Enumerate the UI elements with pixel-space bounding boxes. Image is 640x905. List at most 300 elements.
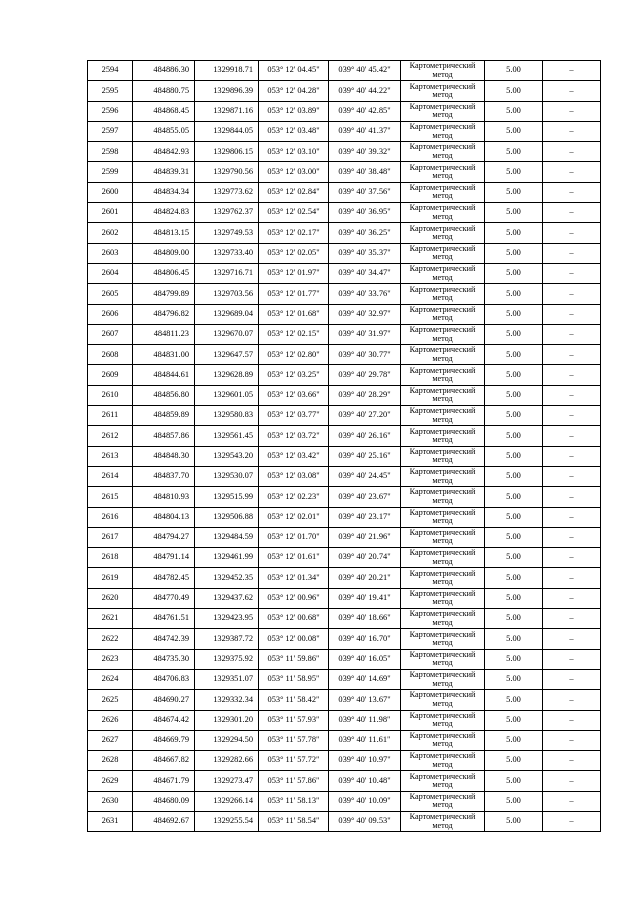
latitude-cell: 053° 11' 59.86" bbox=[259, 649, 329, 669]
latitude-cell: 053° 12' 02.17" bbox=[259, 223, 329, 243]
x-coordinate-cell: 484690.27 bbox=[133, 690, 195, 710]
method-cell: Картометрический метод bbox=[401, 203, 485, 223]
method-cell: Картометрический метод bbox=[401, 324, 485, 344]
accuracy-cell: 5.00 bbox=[485, 487, 543, 507]
accuracy-cell: 5.00 bbox=[485, 324, 543, 344]
y-coordinate-cell: 1329918.71 bbox=[195, 61, 259, 81]
point-number-cell: 2610 bbox=[88, 385, 133, 405]
table-row bbox=[88, 385, 601, 405]
note-cell: – bbox=[543, 487, 601, 507]
point-number-cell: 2598 bbox=[88, 142, 133, 162]
x-coordinate-cell: 484857.86 bbox=[133, 426, 195, 446]
y-coordinate-cell: 1329515.99 bbox=[195, 487, 259, 507]
point-number-cell: 2621 bbox=[88, 609, 133, 629]
accuracy-cell: 5.00 bbox=[485, 101, 543, 121]
method-cell: Картометрический метод bbox=[401, 609, 485, 629]
point-number-cell: 2623 bbox=[88, 649, 133, 669]
latitude-cell: 053° 12' 02.23" bbox=[259, 487, 329, 507]
latitude-cell: 053° 12' 04.45" bbox=[259, 61, 329, 81]
accuracy-cell: 5.00 bbox=[485, 690, 543, 710]
note-cell: – bbox=[543, 121, 601, 141]
method-cell: Картометрический метод bbox=[401, 223, 485, 243]
longitude-cell: 039° 40' 33.76" bbox=[329, 284, 401, 304]
y-coordinate-cell: 1329762.37 bbox=[195, 203, 259, 223]
method-cell: Картометрический метод bbox=[401, 304, 485, 324]
point-number-cell: 2604 bbox=[88, 263, 133, 283]
method-cell: Картометрический метод bbox=[401, 345, 485, 365]
latitude-cell: 053° 12' 03.72" bbox=[259, 426, 329, 446]
method-cell: Картометрический метод bbox=[401, 527, 485, 547]
method-cell: Картометрический метод bbox=[401, 507, 485, 527]
latitude-cell: 053° 11' 57.78" bbox=[259, 730, 329, 750]
longitude-cell: 039° 40' 18.66" bbox=[329, 609, 401, 629]
point-number-cell: 2605 bbox=[88, 284, 133, 304]
note-cell: – bbox=[543, 548, 601, 568]
x-coordinate-cell: 484859.89 bbox=[133, 406, 195, 426]
point-number-cell: 2596 bbox=[88, 101, 133, 121]
method-cell: Картометрический метод bbox=[401, 365, 485, 385]
method-cell: Картометрический метод bbox=[401, 487, 485, 507]
y-coordinate-cell: 1329716.71 bbox=[195, 263, 259, 283]
coordinates-table-body bbox=[88, 61, 601, 832]
point-number-cell: 2619 bbox=[88, 568, 133, 588]
y-coordinate-cell: 1329452.35 bbox=[195, 568, 259, 588]
longitude-cell: 039° 40' 10.48" bbox=[329, 771, 401, 791]
y-coordinate-cell: 1329806.15 bbox=[195, 142, 259, 162]
x-coordinate-cell: 484761.51 bbox=[133, 609, 195, 629]
method-cell: Картометрический метод bbox=[401, 548, 485, 568]
y-coordinate-cell: 1329266.14 bbox=[195, 791, 259, 811]
note-cell: – bbox=[543, 629, 601, 649]
point-number-cell: 2601 bbox=[88, 203, 133, 223]
latitude-cell: 053° 12' 01.61" bbox=[259, 548, 329, 568]
latitude-cell: 053° 12' 04.28" bbox=[259, 81, 329, 101]
latitude-cell: 053° 12' 02.01" bbox=[259, 507, 329, 527]
note-cell: – bbox=[543, 142, 601, 162]
latitude-cell: 053° 12' 03.42" bbox=[259, 446, 329, 466]
table-row bbox=[88, 162, 601, 182]
longitude-cell: 039° 40' 23.67" bbox=[329, 487, 401, 507]
y-coordinate-cell: 1329461.99 bbox=[195, 548, 259, 568]
accuracy-cell: 5.00 bbox=[485, 304, 543, 324]
note-cell: – bbox=[543, 710, 601, 730]
y-coordinate-cell: 1329703.56 bbox=[195, 284, 259, 304]
longitude-cell: 039° 40' 39.32" bbox=[329, 142, 401, 162]
x-coordinate-cell: 484667.82 bbox=[133, 751, 195, 771]
method-cell: Картометрический метод bbox=[401, 466, 485, 486]
accuracy-cell: 5.00 bbox=[485, 345, 543, 365]
longitude-cell: 039° 40' 28.29" bbox=[329, 385, 401, 405]
y-coordinate-cell: 1329561.45 bbox=[195, 426, 259, 446]
longitude-cell: 039° 40' 19.41" bbox=[329, 588, 401, 608]
note-cell: – bbox=[543, 649, 601, 669]
latitude-cell: 053° 12' 01.34" bbox=[259, 568, 329, 588]
table-row bbox=[88, 324, 601, 344]
x-coordinate-cell: 484796.82 bbox=[133, 304, 195, 324]
accuracy-cell: 5.00 bbox=[485, 730, 543, 750]
note-cell: – bbox=[543, 324, 601, 344]
accuracy-cell: 5.00 bbox=[485, 507, 543, 527]
y-coordinate-cell: 1329530.07 bbox=[195, 466, 259, 486]
longitude-cell: 039° 40' 35.37" bbox=[329, 243, 401, 263]
x-coordinate-cell: 484837.70 bbox=[133, 466, 195, 486]
point-number-cell: 2608 bbox=[88, 345, 133, 365]
x-coordinate-cell: 484671.79 bbox=[133, 771, 195, 791]
accuracy-cell: 5.00 bbox=[485, 81, 543, 101]
x-coordinate-cell: 484868.45 bbox=[133, 101, 195, 121]
y-coordinate-cell: 1329689.04 bbox=[195, 304, 259, 324]
note-cell: – bbox=[543, 203, 601, 223]
method-cell: Картометрический метод bbox=[401, 406, 485, 426]
point-number-cell: 2600 bbox=[88, 182, 133, 202]
longitude-cell: 039° 40' 30.77" bbox=[329, 345, 401, 365]
method-cell: Картометрический метод bbox=[401, 811, 485, 831]
table-row bbox=[88, 751, 601, 771]
table-row bbox=[88, 669, 601, 689]
longitude-cell: 039° 40' 10.09" bbox=[329, 791, 401, 811]
longitude-cell: 039° 40' 11.61" bbox=[329, 730, 401, 750]
longitude-cell: 039° 40' 38.48" bbox=[329, 162, 401, 182]
longitude-cell: 039° 40' 32.97" bbox=[329, 304, 401, 324]
accuracy-cell: 5.00 bbox=[485, 365, 543, 385]
method-cell: Картометрический метод bbox=[401, 649, 485, 669]
y-coordinate-cell: 1329790.56 bbox=[195, 162, 259, 182]
accuracy-cell: 5.00 bbox=[485, 446, 543, 466]
point-number-cell: 2606 bbox=[88, 304, 133, 324]
note-cell: – bbox=[543, 609, 601, 629]
longitude-cell: 039° 40' 24.45" bbox=[329, 466, 401, 486]
table-row bbox=[88, 121, 601, 141]
point-number-cell: 2617 bbox=[88, 527, 133, 547]
x-coordinate-cell: 484834.34 bbox=[133, 182, 195, 202]
longitude-cell: 039° 40' 31.97" bbox=[329, 324, 401, 344]
latitude-cell: 053° 11' 58.13" bbox=[259, 791, 329, 811]
x-coordinate-cell: 484824.83 bbox=[133, 203, 195, 223]
point-number-cell: 2614 bbox=[88, 466, 133, 486]
accuracy-cell: 5.00 bbox=[485, 649, 543, 669]
y-coordinate-cell: 1329255.54 bbox=[195, 811, 259, 831]
point-number-cell: 2595 bbox=[88, 81, 133, 101]
y-coordinate-cell: 1329351.07 bbox=[195, 669, 259, 689]
table-row bbox=[88, 446, 601, 466]
note-cell: – bbox=[543, 446, 601, 466]
table-row bbox=[88, 466, 601, 486]
x-coordinate-cell: 484809.00 bbox=[133, 243, 195, 263]
point-number-cell: 2616 bbox=[88, 507, 133, 527]
method-cell: Картометрический метод bbox=[401, 568, 485, 588]
accuracy-cell: 5.00 bbox=[485, 568, 543, 588]
longitude-cell: 039° 40' 36.95" bbox=[329, 203, 401, 223]
x-coordinate-cell: 484742.39 bbox=[133, 629, 195, 649]
latitude-cell: 053° 12' 03.10" bbox=[259, 142, 329, 162]
note-cell: – bbox=[543, 751, 601, 771]
table-row bbox=[88, 284, 601, 304]
latitude-cell: 053° 11' 58.42" bbox=[259, 690, 329, 710]
note-cell: – bbox=[543, 345, 601, 365]
method-cell: Картометрический метод bbox=[401, 771, 485, 791]
longitude-cell: 039° 40' 42.85" bbox=[329, 101, 401, 121]
point-number-cell: 2620 bbox=[88, 588, 133, 608]
table-row bbox=[88, 811, 601, 831]
point-number-cell: 2626 bbox=[88, 710, 133, 730]
note-cell: – bbox=[543, 101, 601, 121]
latitude-cell: 053° 12' 03.66" bbox=[259, 385, 329, 405]
x-coordinate-cell: 484782.45 bbox=[133, 568, 195, 588]
method-cell: Картометрический метод bbox=[401, 588, 485, 608]
table-row bbox=[88, 507, 601, 527]
x-coordinate-cell: 484844.61 bbox=[133, 365, 195, 385]
table-row bbox=[88, 588, 601, 608]
note-cell: – bbox=[543, 365, 601, 385]
y-coordinate-cell: 1329301.20 bbox=[195, 710, 259, 730]
note-cell: – bbox=[543, 771, 601, 791]
x-coordinate-cell: 484799.89 bbox=[133, 284, 195, 304]
point-number-cell: 2630 bbox=[88, 791, 133, 811]
y-coordinate-cell: 1329294.50 bbox=[195, 730, 259, 750]
y-coordinate-cell: 1329670.07 bbox=[195, 324, 259, 344]
note-cell: – bbox=[543, 730, 601, 750]
note-cell: – bbox=[543, 568, 601, 588]
point-number-cell: 2599 bbox=[88, 162, 133, 182]
accuracy-cell: 5.00 bbox=[485, 588, 543, 608]
note-cell: – bbox=[543, 466, 601, 486]
table-row bbox=[88, 142, 601, 162]
table-row bbox=[88, 406, 601, 426]
method-cell: Картометрический метод bbox=[401, 791, 485, 811]
latitude-cell: 053° 12' 03.25" bbox=[259, 365, 329, 385]
note-cell: – bbox=[543, 263, 601, 283]
method-cell: Картометрический метод bbox=[401, 243, 485, 263]
y-coordinate-cell: 1329896.39 bbox=[195, 81, 259, 101]
note-cell: – bbox=[543, 284, 601, 304]
note-cell: – bbox=[543, 791, 601, 811]
table-row bbox=[88, 365, 601, 385]
longitude-cell: 039° 40' 14.69" bbox=[329, 669, 401, 689]
note-cell: – bbox=[543, 588, 601, 608]
point-number-cell: 2613 bbox=[88, 446, 133, 466]
accuracy-cell: 5.00 bbox=[485, 751, 543, 771]
y-coordinate-cell: 1329387.72 bbox=[195, 629, 259, 649]
x-coordinate-cell: 484831.00 bbox=[133, 345, 195, 365]
longitude-cell: 039° 40' 11.98" bbox=[329, 710, 401, 730]
x-coordinate-cell: 484674.42 bbox=[133, 710, 195, 730]
point-number-cell: 2625 bbox=[88, 690, 133, 710]
method-cell: Картометрический метод bbox=[401, 284, 485, 304]
table-row bbox=[88, 345, 601, 365]
note-cell: – bbox=[543, 61, 601, 81]
x-coordinate-cell: 484791.14 bbox=[133, 548, 195, 568]
x-coordinate-cell: 484806.45 bbox=[133, 263, 195, 283]
x-coordinate-cell: 484706.83 bbox=[133, 669, 195, 689]
longitude-cell: 039° 40' 41.37" bbox=[329, 121, 401, 141]
method-cell: Картометрический метод bbox=[401, 751, 485, 771]
accuracy-cell: 5.00 bbox=[485, 61, 543, 81]
x-coordinate-cell: 484804.13 bbox=[133, 507, 195, 527]
coordinates-table bbox=[87, 60, 601, 832]
longitude-cell: 039° 40' 29.78" bbox=[329, 365, 401, 385]
note-cell: – bbox=[543, 690, 601, 710]
point-number-cell: 2627 bbox=[88, 730, 133, 750]
accuracy-cell: 5.00 bbox=[485, 263, 543, 283]
note-cell: – bbox=[543, 162, 601, 182]
longitude-cell: 039° 40' 25.16" bbox=[329, 446, 401, 466]
x-coordinate-cell: 484813.15 bbox=[133, 223, 195, 243]
table-row bbox=[88, 243, 601, 263]
method-cell: Картометрический метод bbox=[401, 669, 485, 689]
method-cell: Картометрический метод bbox=[401, 162, 485, 182]
latitude-cell: 053° 12' 03.48" bbox=[259, 121, 329, 141]
x-coordinate-cell: 484839.31 bbox=[133, 162, 195, 182]
table-row bbox=[88, 730, 601, 750]
x-coordinate-cell: 484692.67 bbox=[133, 811, 195, 831]
y-coordinate-cell: 1329580.83 bbox=[195, 406, 259, 426]
table-row bbox=[88, 527, 601, 547]
longitude-cell: 039° 40' 16.05" bbox=[329, 649, 401, 669]
longitude-cell: 039° 40' 09.53" bbox=[329, 811, 401, 831]
note-cell: – bbox=[543, 243, 601, 263]
y-coordinate-cell: 1329437.62 bbox=[195, 588, 259, 608]
table-row bbox=[88, 710, 601, 730]
method-cell: Картометрический метод bbox=[401, 690, 485, 710]
method-cell: Картометрический метод bbox=[401, 385, 485, 405]
table-row bbox=[88, 568, 601, 588]
table-row bbox=[88, 548, 601, 568]
accuracy-cell: 5.00 bbox=[485, 811, 543, 831]
table-row bbox=[88, 263, 601, 283]
y-coordinate-cell: 1329647.57 bbox=[195, 345, 259, 365]
latitude-cell: 053° 12' 01.97" bbox=[259, 263, 329, 283]
table-row bbox=[88, 690, 601, 710]
table-row bbox=[88, 426, 601, 446]
longitude-cell: 039° 40' 10.97" bbox=[329, 751, 401, 771]
accuracy-cell: 5.00 bbox=[485, 162, 543, 182]
accuracy-cell: 5.00 bbox=[485, 629, 543, 649]
table-row bbox=[88, 791, 601, 811]
accuracy-cell: 5.00 bbox=[485, 182, 543, 202]
point-number-cell: 2603 bbox=[88, 243, 133, 263]
latitude-cell: 053° 12' 01.70" bbox=[259, 527, 329, 547]
latitude-cell: 053° 12' 00.68" bbox=[259, 609, 329, 629]
latitude-cell: 053° 12' 02.54" bbox=[259, 203, 329, 223]
point-number-cell: 2609 bbox=[88, 365, 133, 385]
y-coordinate-cell: 1329375.92 bbox=[195, 649, 259, 669]
point-number-cell: 2607 bbox=[88, 324, 133, 344]
longitude-cell: 039° 40' 20.21" bbox=[329, 568, 401, 588]
y-coordinate-cell: 1329543.20 bbox=[195, 446, 259, 466]
longitude-cell: 039° 40' 34.47" bbox=[329, 263, 401, 283]
accuracy-cell: 5.00 bbox=[485, 406, 543, 426]
x-coordinate-cell: 484811.23 bbox=[133, 324, 195, 344]
method-cell: Картометрический метод bbox=[401, 446, 485, 466]
accuracy-cell: 5.00 bbox=[485, 203, 543, 223]
longitude-cell: 039° 40' 21.96" bbox=[329, 527, 401, 547]
latitude-cell: 053° 12' 03.89" bbox=[259, 101, 329, 121]
table-row bbox=[88, 203, 601, 223]
latitude-cell: 053° 12' 02.05" bbox=[259, 243, 329, 263]
table-row bbox=[88, 487, 601, 507]
table-row bbox=[88, 629, 601, 649]
latitude-cell: 053° 12' 01.68" bbox=[259, 304, 329, 324]
y-coordinate-cell: 1329282.66 bbox=[195, 751, 259, 771]
longitude-cell: 039° 40' 37.56" bbox=[329, 182, 401, 202]
accuracy-cell: 5.00 bbox=[485, 385, 543, 405]
point-number-cell: 2631 bbox=[88, 811, 133, 831]
accuracy-cell: 5.00 bbox=[485, 710, 543, 730]
y-coordinate-cell: 1329601.05 bbox=[195, 385, 259, 405]
point-number-cell: 2594 bbox=[88, 61, 133, 81]
longitude-cell: 039° 40' 26.16" bbox=[329, 426, 401, 446]
latitude-cell: 053° 12' 00.96" bbox=[259, 588, 329, 608]
method-cell: Картометрический метод bbox=[401, 61, 485, 81]
table-row bbox=[88, 101, 601, 121]
method-cell: Картометрический метод bbox=[401, 142, 485, 162]
note-cell: – bbox=[543, 527, 601, 547]
x-coordinate-cell: 484855.05 bbox=[133, 121, 195, 141]
latitude-cell: 053° 12' 02.84" bbox=[259, 182, 329, 202]
accuracy-cell: 5.00 bbox=[485, 466, 543, 486]
latitude-cell: 053° 11' 58.95" bbox=[259, 669, 329, 689]
accuracy-cell: 5.00 bbox=[485, 142, 543, 162]
accuracy-cell: 5.00 bbox=[485, 223, 543, 243]
point-number-cell: 2612 bbox=[88, 426, 133, 446]
point-number-cell: 2628 bbox=[88, 751, 133, 771]
method-cell: Картометрический метод bbox=[401, 629, 485, 649]
latitude-cell: 053° 12' 01.77" bbox=[259, 284, 329, 304]
y-coordinate-cell: 1329844.05 bbox=[195, 121, 259, 141]
latitude-cell: 053° 12' 00.08" bbox=[259, 629, 329, 649]
latitude-cell: 053° 11' 57.86" bbox=[259, 771, 329, 791]
latitude-cell: 053° 12' 03.00" bbox=[259, 162, 329, 182]
note-cell: – bbox=[543, 385, 601, 405]
y-coordinate-cell: 1329484.59 bbox=[195, 527, 259, 547]
note-cell: – bbox=[543, 669, 601, 689]
point-number-cell: 2615 bbox=[88, 487, 133, 507]
table-row bbox=[88, 182, 601, 202]
latitude-cell: 053° 12' 03.08" bbox=[259, 466, 329, 486]
y-coordinate-cell: 1329273.47 bbox=[195, 771, 259, 791]
method-cell: Картометрический метод bbox=[401, 182, 485, 202]
longitude-cell: 039° 40' 44.22" bbox=[329, 81, 401, 101]
longitude-cell: 039° 40' 45.42" bbox=[329, 61, 401, 81]
longitude-cell: 039° 40' 36.25" bbox=[329, 223, 401, 243]
point-number-cell: 2618 bbox=[88, 548, 133, 568]
y-coordinate-cell: 1329628.89 bbox=[195, 365, 259, 385]
latitude-cell: 053° 11' 58.54" bbox=[259, 811, 329, 831]
note-cell: – bbox=[543, 304, 601, 324]
point-number-cell: 2624 bbox=[88, 669, 133, 689]
x-coordinate-cell: 484856.80 bbox=[133, 385, 195, 405]
accuracy-cell: 5.00 bbox=[485, 669, 543, 689]
table-row bbox=[88, 609, 601, 629]
y-coordinate-cell: 1329871.16 bbox=[195, 101, 259, 121]
longitude-cell: 039° 40' 13.67" bbox=[329, 690, 401, 710]
note-cell: – bbox=[543, 182, 601, 202]
x-coordinate-cell: 484842.93 bbox=[133, 142, 195, 162]
longitude-cell: 039° 40' 20.74" bbox=[329, 548, 401, 568]
accuracy-cell: 5.00 bbox=[485, 284, 543, 304]
y-coordinate-cell: 1329773.62 bbox=[195, 182, 259, 202]
x-coordinate-cell: 484770.49 bbox=[133, 588, 195, 608]
table-row bbox=[88, 223, 601, 243]
table-row bbox=[88, 304, 601, 324]
method-cell: Картометрический метод bbox=[401, 81, 485, 101]
x-coordinate-cell: 484735.30 bbox=[133, 649, 195, 669]
table-row bbox=[88, 771, 601, 791]
x-coordinate-cell: 484810.93 bbox=[133, 487, 195, 507]
accuracy-cell: 5.00 bbox=[485, 426, 543, 446]
y-coordinate-cell: 1329733.40 bbox=[195, 243, 259, 263]
latitude-cell: 053° 11' 57.72" bbox=[259, 751, 329, 771]
